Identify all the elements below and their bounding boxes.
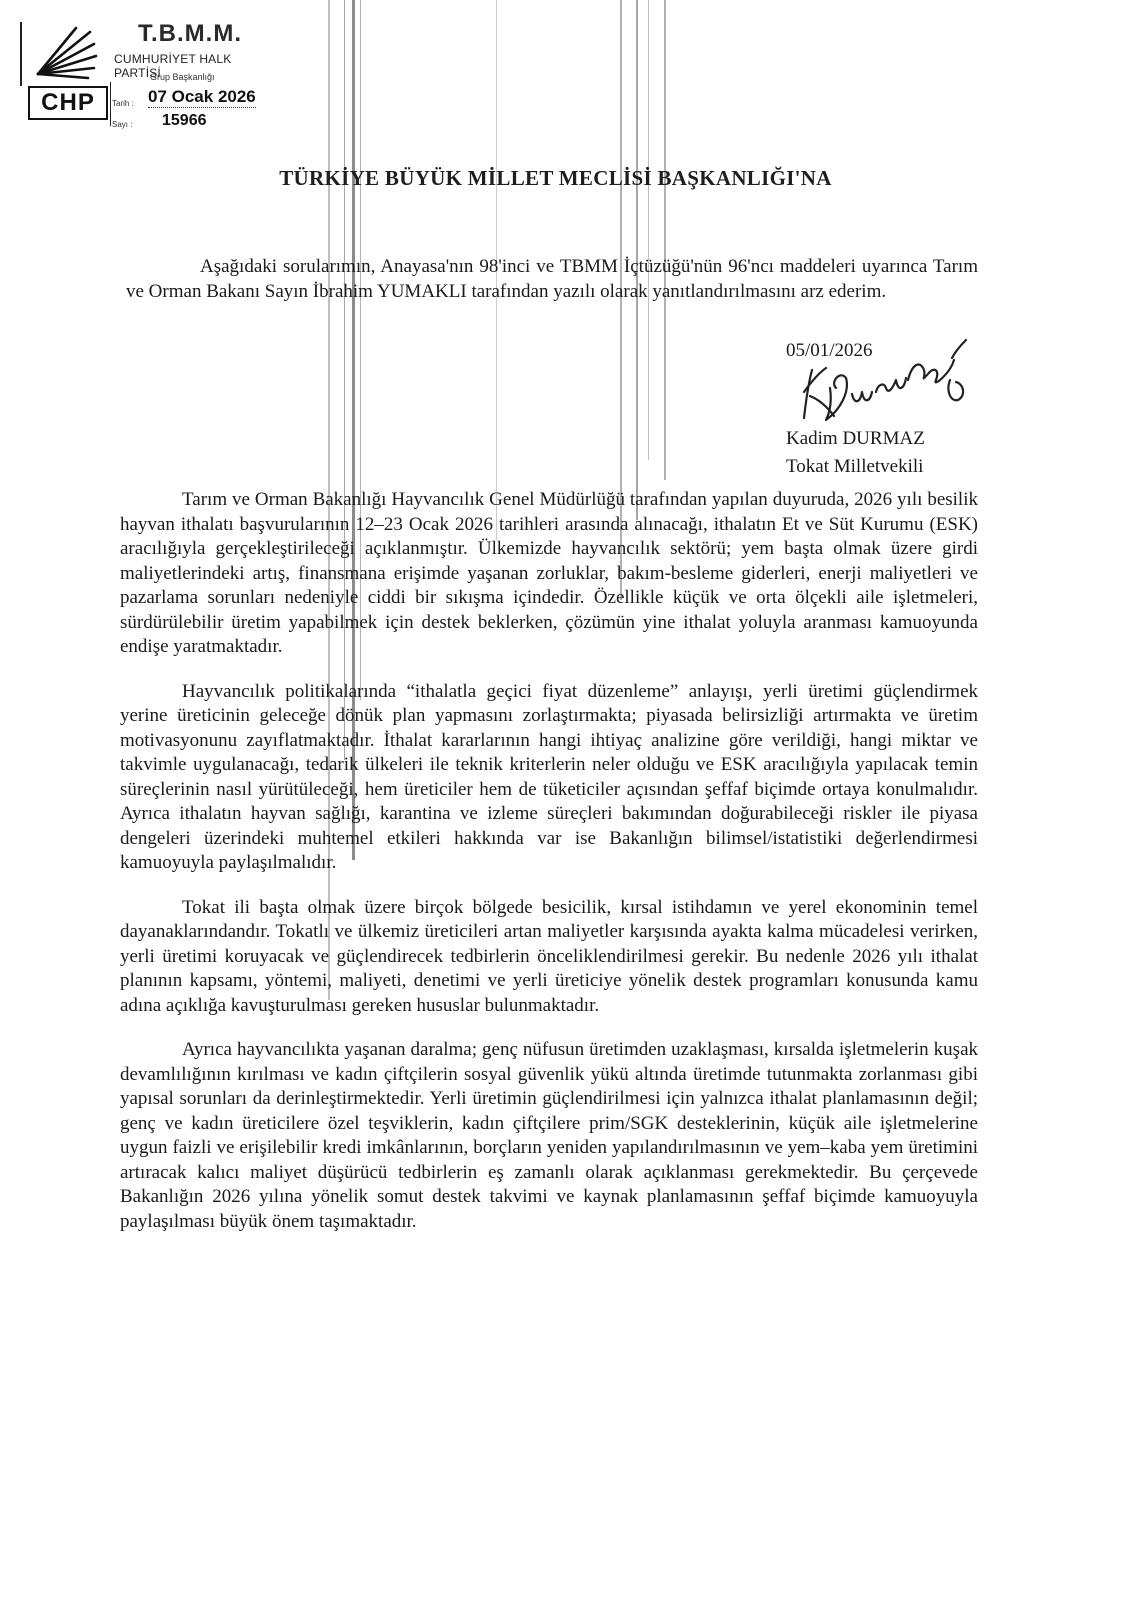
document-date: 05/01/2026 xyxy=(786,340,873,361)
body-paragraph-1: Tarım ve Orman Bakanlığı Hayvancılık Genel Müdürlüğü tarafından yapılan duyuruda, 2026 yılı besilik hayvan ithalatı başvurularının 12–23 Ocak 2026 tarihleri arasında alınacağı, ithalatın Et ve Süt Kurumu (ESK) aracılığıyla gerçekleştirileceği açıklanmıştır. Ülkemizde hayvancılık sektörü; yem başta olmak üzere girdi maliyetlerindeki artış, finansmana erişimde yaşanan zorluklar, bakım-besleme giderleri, enerji maliyetleri ve pazarlama sorunları nedeniyle ciddi bir sıkışma içindedir. Özellikle küçük ve orta ölçekli aile işletmeleri, sürdürülebilir üretim yapabilmek için destek beklerken, çözümün yine ithalat yoluyla aranması kamuoyunda endişe yaratmaktadır. xyxy=(120,489,978,657)
signer-name: Kadim DURMAZ xyxy=(786,428,925,449)
body-paragraph-4: Ayrıca hayvancılıkta yaşanan daralma; genç nüfusun üretimden uzaklaşması, kırsalda işletmelerin kuşak devamlılığının kırılması ve kadın çiftçilerin sosyal güvenlik yükü altında üretimde tutunmakta zorlanması gibi yapısal sorunları da derinleştirmektedir. Yerli üretimin güçlendirilmesi için yalnızca ithalat planlamasının değil; genç ve kadın üreticilere özel teşviklerin, kadın çiftçilere prim/SGK desteklerinin, küçük aile işletmelerine uygun faizli ve erişilebilir kredi imkânlarının, borçların yeniden yapılandırılmasının ve yem–kaba yem üretimini artıracak kalıcı maliyet düşürücü tedbirlerin eş zamanlı olarak açıklanması gerekmektedir. Bu çerçevede Bakanlığın 2026 yılına yönelik somut destek takvimi ve kaynak planlamasının şeffaf biçimde kamuoyuyla paylaşılması büyük önem taşımaktadır. xyxy=(120,1039,978,1232)
party-emblem-icon xyxy=(30,24,100,84)
document-body xyxy=(120,488,978,1254)
intro-paragraph: Aşağıdaki sorularımın, Anayasa'nın 98'inci ve TBMM İçtüzüğü'nün 96'ncı maddeleri uyarınca Tarım ve Orman Bakanı Sayın İbrahim YUMAKLI tarafından yazılı olarak yanıtlandırılmasını arz ederim. xyxy=(126,256,978,302)
stamp-date-label: Tarih : xyxy=(112,99,134,108)
chp-logo-text: CHP xyxy=(28,86,108,120)
signature xyxy=(800,330,970,430)
signer-title: Tokat Milletvekili xyxy=(786,456,924,477)
registry-stamp xyxy=(10,14,260,129)
body-paragraph-2: Hayvancılık politikalarında “ithalatla geçici fiyat düzenleme” anlayışı, yerli üretimi güçlendirmek yerine üreticinin geleceğe dönük plan yapmasını zorlaştırmakta; piyasada belirsizliği artırmakta ve üretim motivasyonunu zayıflatmaktadır. İthalat kararlarının hangi ihtiyaç analizine göre verildiği, hangi miktar ve takvimle uygulanacağı, tedarik ülkeleri ile teknik kriterlerin neler olduğu ve ESK aracılığıyla yapılacak temin süreçlerinin nasıl yürütüleceği, hem üreticiler hem de tüketiciler açısından şeffaf biçimde ortaya konulmalıdır. Ayrıca ithalatın hayvan sağlığı, karantina ve izleme süreçleri bakımından doğurabileceği riskler ile piyasa dengeleri üzerindeki muhtemel etkileri hakkında var ise Bakanlığın bilimsel/istatistiki değerlendirmesi kamuoyuyla paylaşılmalıdır. xyxy=(120,680,978,873)
document-heading: TÜRKİYE BÜYÜK MİLLET MECLİSİ BAŞKANLIĞI'NA xyxy=(279,166,832,190)
stamp-number: 15966 xyxy=(162,112,207,129)
stamp-date: 07 Ocak 2026 xyxy=(148,87,256,106)
chp-logo xyxy=(20,22,106,86)
stamp-office: Grup Başkanlığı xyxy=(150,72,215,82)
stamp-number-label: Sayı : xyxy=(112,120,133,129)
stamp-party: CUMHURİYET HALK PARTİSİ xyxy=(114,52,232,80)
body-paragraph-3: Tokat ili başta olmak üzere birçok bölgede besicilik, kırsal istihdamın ve yerel ekonominin temel dayanaklarındandır. Tokatlı ve ülkemiz üreticileri artan maliyetler karşısında ayakta kalma mücadelesi verirken, yerli üretimi koruyacak ve güçlendirecek tedbirlerin önceliklendirilmesi gerekir. Bu nedenle 2026 yılı ithalat planının kapsamı, yöntemi, maliyeti, denetimi ve yerli üreticiye yönelik destek programları konusunda kamu adına açıklığa kavuşturulması gereken hususlar bulunmaktadır. xyxy=(120,896,978,1016)
stamp-institution: T.B.M.M. xyxy=(138,20,242,47)
